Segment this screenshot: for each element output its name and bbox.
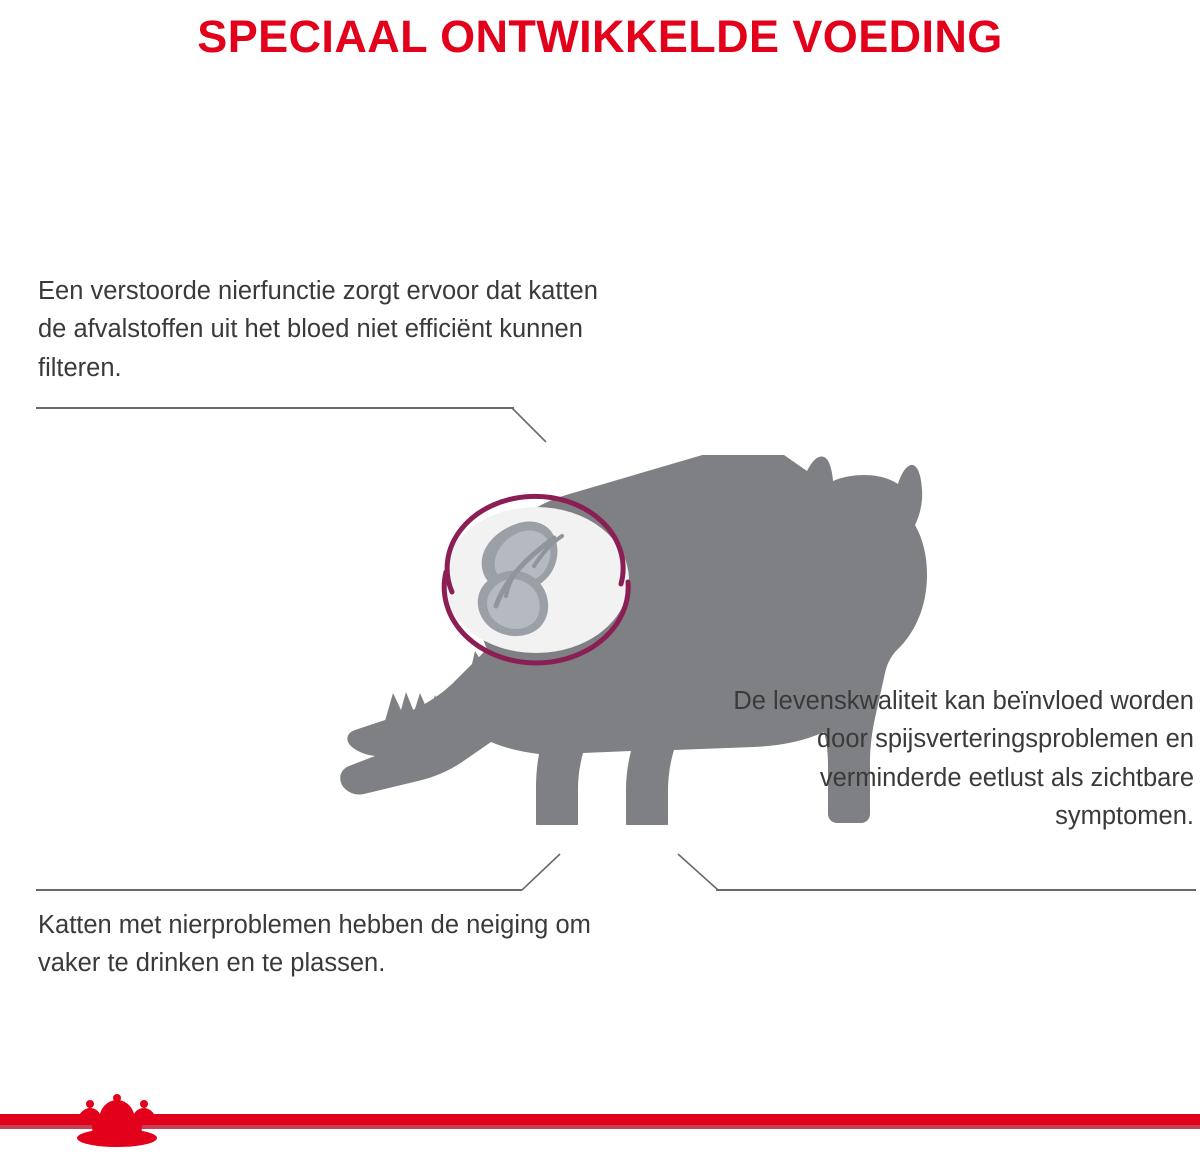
leader-line-right-elbow — [676, 853, 718, 891]
royal-canin-crown-logo — [70, 1092, 180, 1154]
callout-kidney-function: Een verstoorde nierfunctie zorgt ervoor dat katten de afvalstoffen uit het bloed niet efficiënt kunnen filteren. — [38, 277, 598, 382]
leader-line-top-left-elbow — [512, 407, 548, 443]
brand-footer — [0, 1086, 1200, 1162]
kidney-organ-icon — [432, 488, 642, 673]
page-title: SPECIAAL ONTWIKKELDE VOEDING — [197, 11, 1003, 62]
brand-bar — [0, 1114, 1200, 1125]
callout-drinking-urination: Katten met nierproblemen hebben de neiging om vaker te drinken en te plassen. — [38, 911, 591, 978]
callout-quality-of-life: De levenskwaliteit kan beïnvloed worden door spijsverteringsproblemen en verminderde eetlust als zichtbare symptomen. — [733, 687, 1194, 830]
leader-line-bottom-left-elbow — [520, 853, 560, 891]
leader-line-bottom-left — [36, 889, 522, 891]
leader-line-right — [716, 889, 1196, 891]
brand-bar-shadow — [0, 1125, 1200, 1129]
leader-line-top-left — [36, 407, 514, 409]
